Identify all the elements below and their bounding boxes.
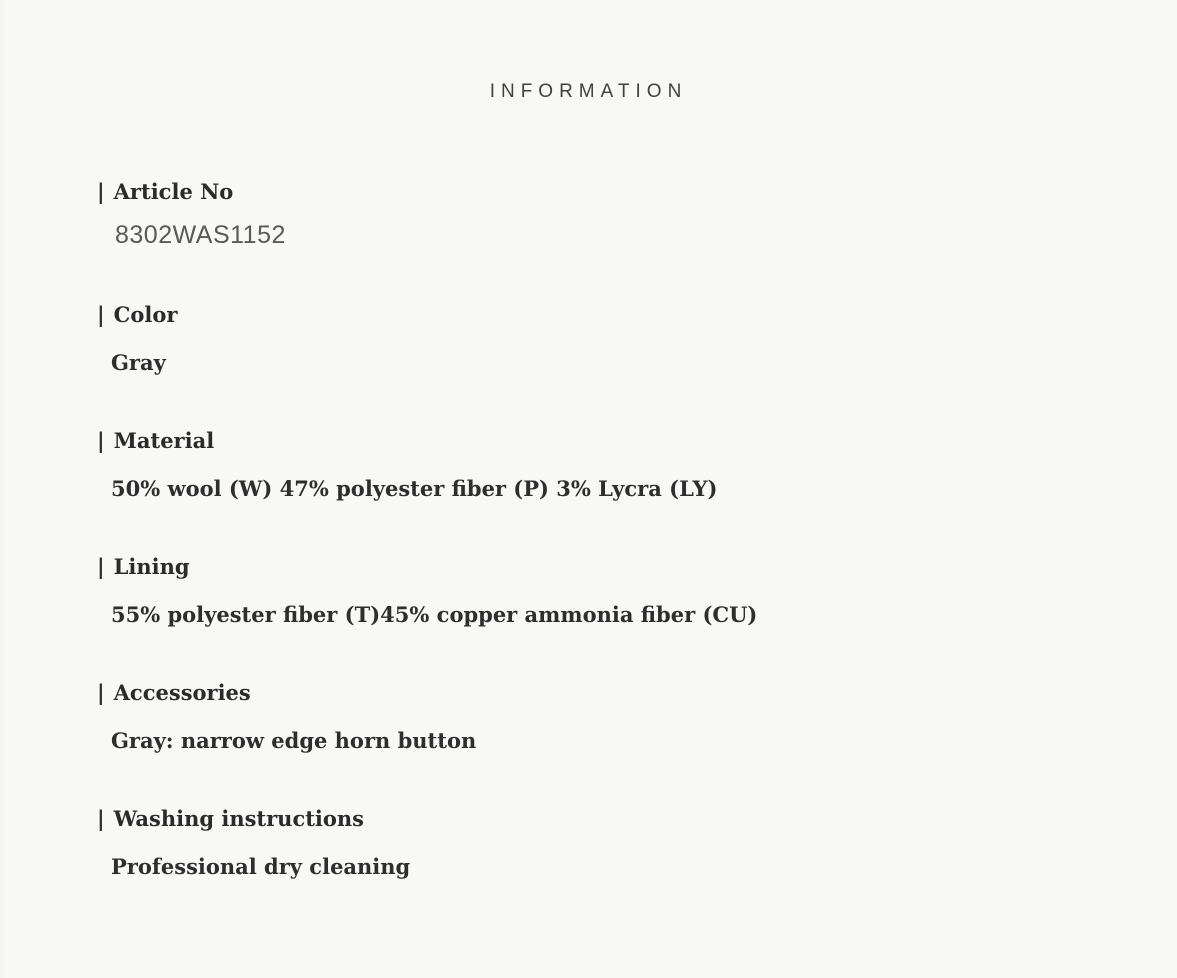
section-label-text: Washing instructions [113,806,364,831]
vertical-bar-marker: | [97,428,105,453]
section-label [97,554,1117,580]
section-material [97,428,1117,502]
vertical-bar-marker: | [97,302,105,327]
section-article-no [97,179,1117,250]
section-lining [97,554,1117,628]
vertical-bar-marker: | [97,680,105,705]
section-label-text: Color [113,302,178,327]
section-washing-instructions [97,806,1117,880]
color-value: Gray [111,350,166,375]
article-no-value: 8302WAS1152 [115,221,286,249]
vertical-bar-marker: | [97,554,105,579]
vertical-bar-marker: | [97,806,105,831]
accessories-value: Gray: narrow edge horn button [111,728,477,753]
section-label [97,179,1117,205]
lining-value: 55% polyester fiber (T)45% copper ammonia fiber (CU) [111,602,758,627]
section-color [97,302,1117,376]
section-label [97,680,1117,706]
section-label [97,428,1117,454]
section-label-text: Accessories [113,680,251,705]
vertical-bar-marker: | [97,179,105,204]
section-label-text: Material [113,428,215,453]
washing-instructions-value: Professional dry cleaning [111,854,411,879]
section-label [97,806,1117,832]
product-info-list [0,179,1177,880]
section-label [97,302,1117,328]
section-label-text: Lining [113,554,190,579]
section-accessories [97,680,1117,754]
material-value: 50% wool (W) 47% polyester fiber (P) 3% Lycra (LY) [111,476,718,501]
section-label-text: Article No [113,179,234,204]
page-title: INFORMATION [489,81,688,102]
